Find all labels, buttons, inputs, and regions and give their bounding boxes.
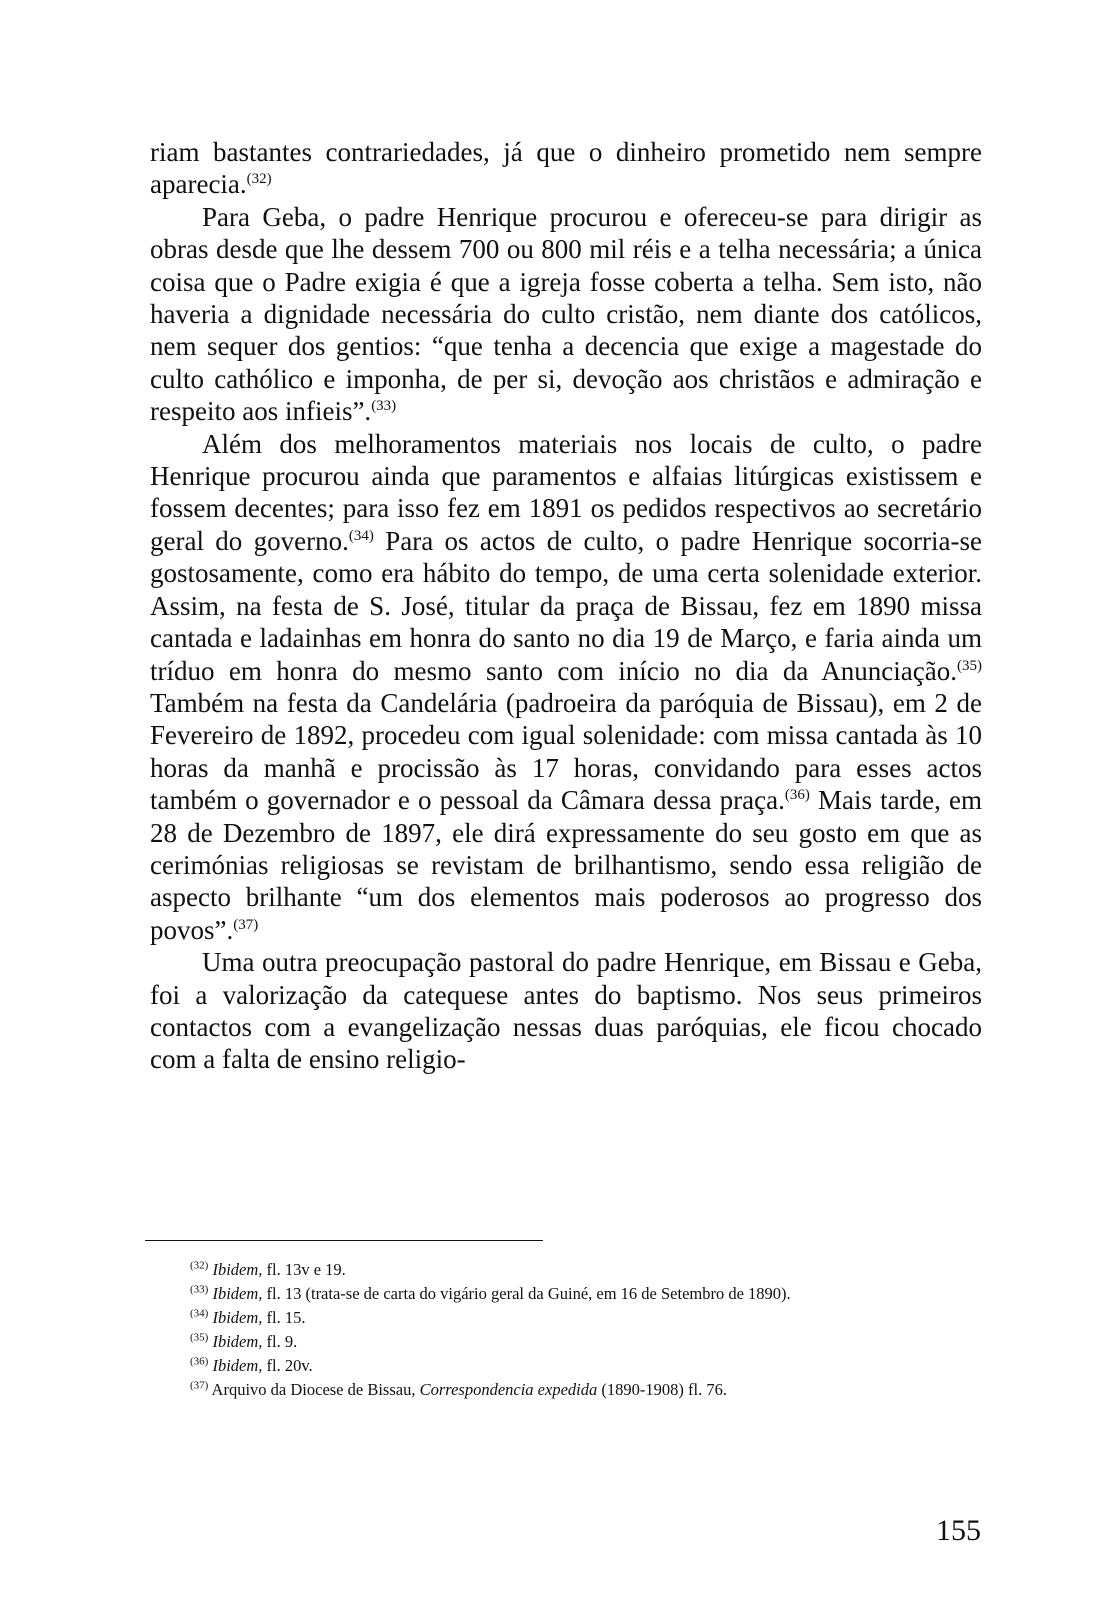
footnote: [150, 1354, 982, 1378]
footnote-locator: fl. 13v e 19.: [262, 1260, 346, 1279]
paragraph: [150, 136, 982, 201]
footnote-citation: Ibidem,: [212, 1356, 263, 1375]
footnote-locator: (1890-1908) fl. 76.: [597, 1380, 727, 1399]
footnote-citation: Correspondencia expedida: [419, 1380, 598, 1399]
footnote-citation: Ibidem,: [212, 1260, 263, 1279]
paragraph-text: Também na festa da Candelária (padroeira da paróquia de Bissau), em 2 de Fevereiro de 1892, procedeu com igual solenidade: com missa cantada às 10 horas da manhã e procissão às 17 horas, convidando para esses actos também o governador e o pessoal da Câmara dessa praça.: [150, 687, 982, 816]
footnote: [150, 1306, 982, 1330]
footnotes: [150, 1258, 982, 1402]
footnote: [150, 1378, 982, 1402]
footnote-number: (33): [190, 1283, 209, 1296]
footnote-number: (34): [190, 1307, 209, 1320]
paragraph-text: Uma outra preocupação pastoral do padre Henrique, em Bissau e Geba, foi a valorização da catequese antes do baptismo. Nos seus primeiros contactos com a evangelização nessas duas paróquias, ele ficou chocado com a falta de ensino religio-: [150, 947, 982, 1075]
paragraph-text: Para Geba, o padre Henrique procurou e ofereceu-se para dirigir as obras desde que lhe dessem 700 ou 800 mil réis e a telha necessária; a única coisa que o Padre exigia é que a igreja fosse coberta a telha. Sem isto, não haveria a dignidade necessária do culto cristão, nem diante dos católicos, nem sequer dos gentios: “que tenha a decencia que exige a magestade do culto cathólico e imponha, de per si, devoção aos christãos e admiração e respeito aos infieis”.: [150, 201, 982, 427]
footnote-citation: Ibidem,: [212, 1308, 263, 1327]
paragraph-text: Para os actos de culto, o padre Henrique socorria-se gostosamente, como era hábito do tempo, de uma certa solenidade exterior. Assim, na festa de S. José, titular da praça de Bissau, fez em 1890 missa cantada e ladainhas em honra do santo no dia 19 de Março, e faria ainda um tríduo em honra do mesmo santo com início no dia da Anunciação.: [150, 525, 982, 686]
footnote-reference[interactable]: (36): [784, 787, 810, 804]
footnote-locator: fl. 13 (trata-se de carta do vigário geral da Guiné, em 16 de Setembro de 1890).: [262, 1284, 791, 1303]
paragraph: [150, 201, 982, 428]
footnote-reference[interactable]: (37): [233, 916, 259, 933]
footnote-reference[interactable]: (32): [246, 171, 272, 188]
footnote: [150, 1258, 982, 1282]
footnote-citation: Ibidem,: [212, 1284, 263, 1303]
footnote-reference[interactable]: (33): [371, 398, 397, 415]
page-content: [150, 136, 982, 1076]
footnote: [150, 1282, 982, 1306]
page-number: 155: [936, 1514, 981, 1547]
footnote-reference[interactable]: (35): [957, 657, 982, 674]
footnote-number: (35): [190, 1331, 209, 1344]
footnote-citation: Ibidem,: [212, 1332, 263, 1351]
footnote-locator: fl. 15.: [262, 1308, 306, 1327]
footnote-source: Arquivo da Diocese de Bissau,: [211, 1380, 420, 1399]
footnote-divider: [145, 1240, 543, 1241]
footnote-locator: fl. 20v.: [262, 1356, 313, 1375]
paragraph: [150, 946, 982, 1076]
paragraph-text: Além dos melhoramentos materiais nos locais de culto, o padre Henrique procurou ainda que paramentos e alfaias litúrgicas existissem e fossem decentes; para isso fez em 1891 os pedidos respectivos ao secretário geral do governo.: [150, 428, 982, 556]
footnote-number: (32): [190, 1259, 209, 1272]
footnote: [150, 1330, 982, 1354]
body-text: [150, 136, 982, 1076]
paragraph-text: riam bastantes contrariedades, já que o dinheiro prometido nem sempre aparecia.: [150, 137, 982, 200]
paragraph: [150, 428, 982, 947]
footnote-number: (36): [190, 1355, 209, 1368]
footnote-reference[interactable]: (34): [348, 527, 374, 544]
footnote-number: (37): [190, 1379, 209, 1392]
footnote-locator: fl. 9.: [262, 1332, 298, 1351]
paragraph-text: Mais tarde, em 28 de Dezembro de 1897, ele dirá expressamente do seu gosto em que as cerimónias religiosas se revistam de brilhantismo, sendo essa religião de aspecto brilhante “um dos elementos mais poderosos ao progresso dos povos”.: [150, 785, 982, 945]
